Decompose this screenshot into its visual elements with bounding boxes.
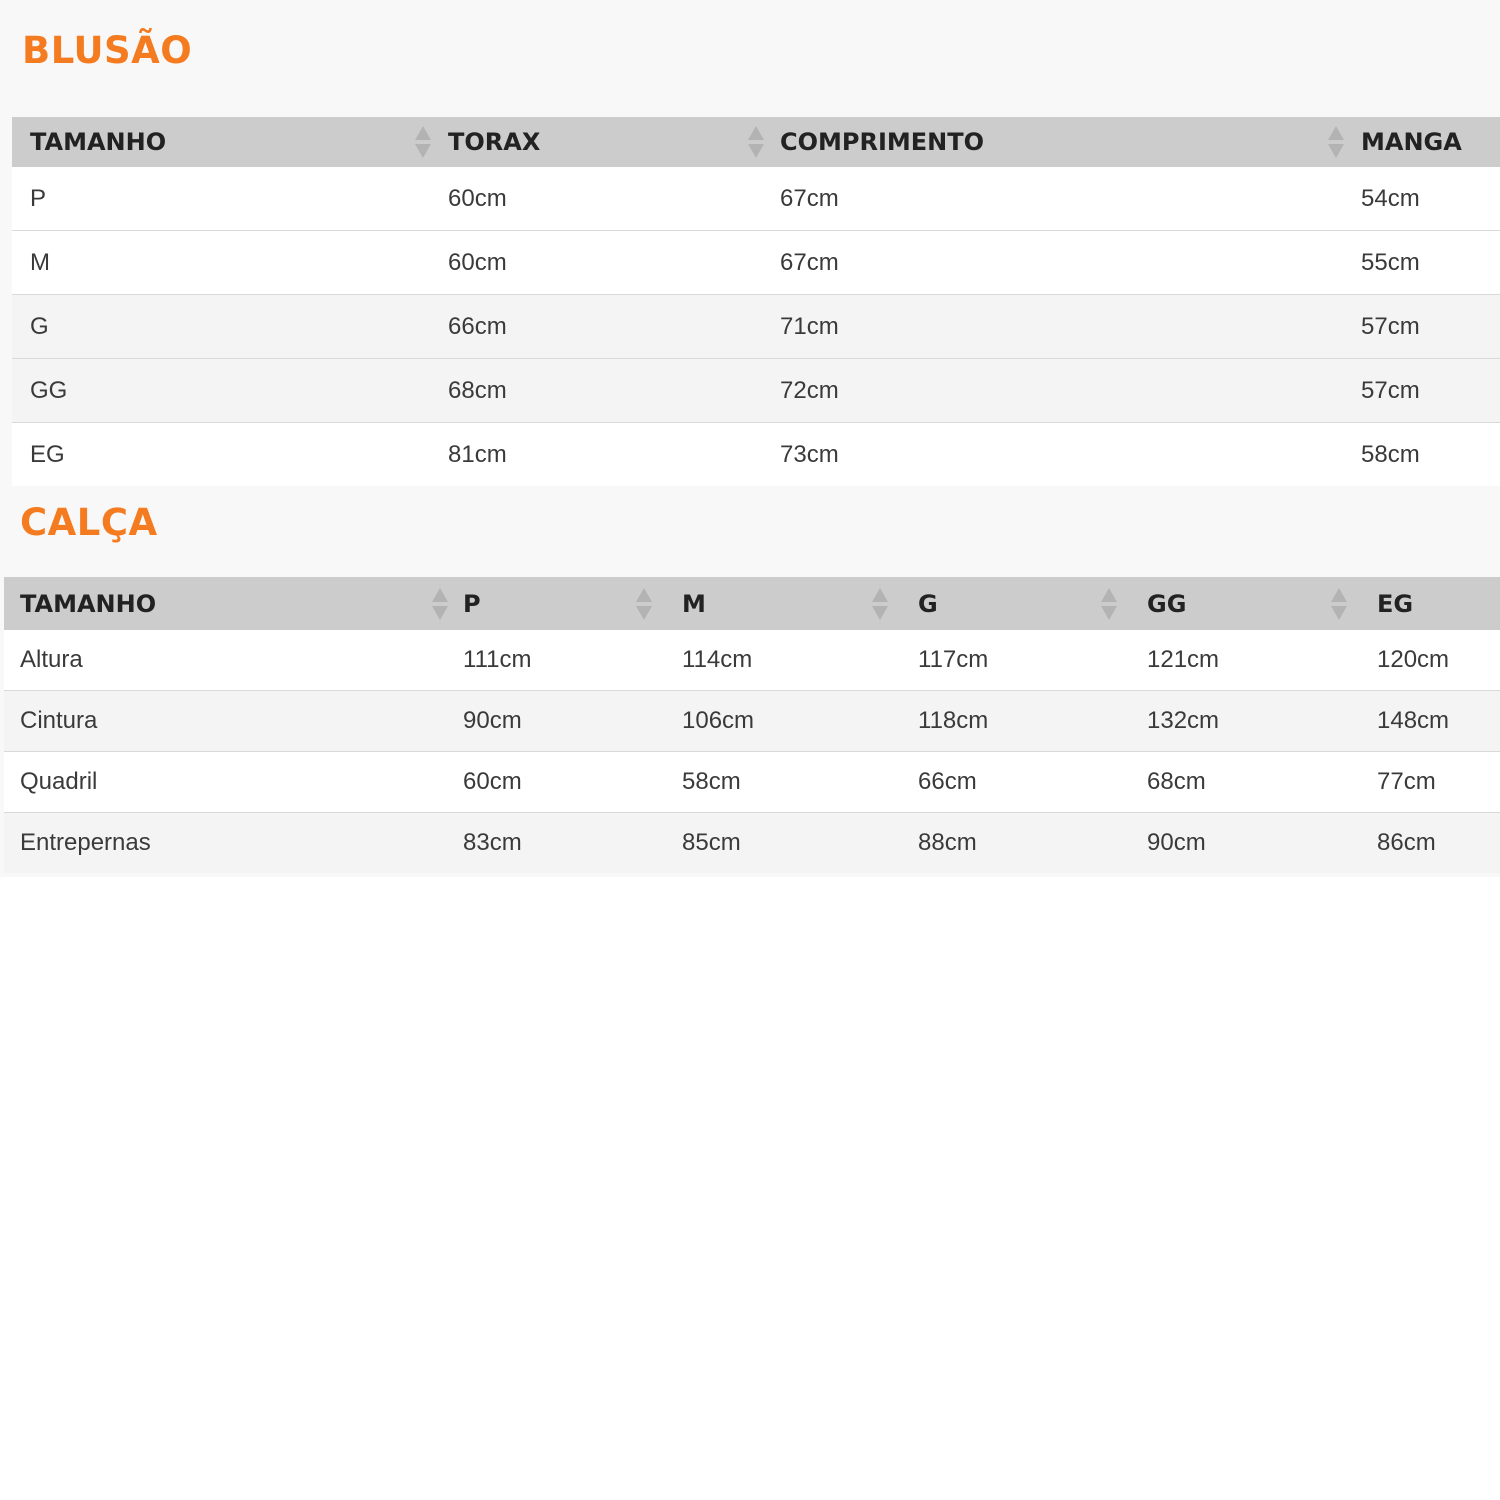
column-header-label: EG [1377, 589, 1414, 618]
measure-label-cell: Entrepernas [4, 813, 463, 874]
calca-section-title: CALÇA [20, 501, 158, 544]
column-header-label: MANGA [1361, 128, 1462, 156]
sort-arrows-icon[interactable] [1327, 124, 1345, 160]
column-header-label: COMPRIMENTO [780, 128, 985, 156]
blusao-size-table [12, 117, 1500, 486]
comprimento-cell: 73cm [779, 423, 1360, 487]
size-gg-cell: 68cm [1147, 752, 1377, 813]
column-header-label: GG [1147, 589, 1187, 618]
torax-cell: 66cm [447, 295, 779, 359]
measure-label-cell: Altura [20, 646, 83, 673]
torax-cell: 60cm [448, 184, 507, 212]
sort-arrows-icon[interactable] [871, 586, 889, 622]
column-header-label: M [682, 589, 706, 618]
size-eg-cell: 120cm [1377, 646, 1450, 673]
column-header-label: G [918, 589, 938, 618]
size-eg-cell: 148cm [1377, 691, 1500, 752]
column-header-eg[interactable] [1377, 577, 1500, 630]
size-m-cell: 114cm [682, 646, 753, 673]
column-header-label: TORAX [448, 128, 541, 156]
size-g-cell: 88cm [918, 813, 1147, 874]
column-header-g[interactable] [918, 577, 1147, 630]
manga-cell: 54cm [1361, 184, 1420, 212]
size-g-cell: 66cm [918, 752, 1147, 813]
size-eg-cell: 86cm [1377, 813, 1500, 874]
size-p-cell: 90cm [463, 691, 682, 752]
table-row [4, 813, 1500, 874]
column-header-tamanho[interactable] [4, 577, 463, 630]
column-header-comprimento[interactable] [779, 117, 1360, 167]
table-row [4, 630, 1500, 691]
size-g-cell: 118cm [918, 691, 1147, 752]
manga-cell: 58cm [1360, 423, 1500, 487]
size-gg-cell: 90cm [1147, 813, 1377, 874]
column-header-p[interactable] [463, 577, 682, 630]
sort-arrows-icon[interactable] [635, 586, 653, 622]
manga-cell: 57cm [1360, 295, 1500, 359]
size-p-cell: 111cm [463, 646, 532, 673]
size-g-cell: 117cm [918, 646, 989, 673]
calca-size-table [4, 577, 1500, 873]
manga-cell: 57cm [1360, 359, 1500, 423]
sort-arrows-icon[interactable] [431, 586, 449, 622]
size-m-cell: 106cm [682, 691, 918, 752]
torax-cell: 60cm [447, 231, 779, 295]
column-header-label: TAMANHO [30, 128, 167, 156]
column-header-label: TAMANHO [20, 589, 157, 618]
torax-cell: 81cm [447, 423, 779, 487]
comprimento-cell: 67cm [780, 184, 839, 212]
size-cell: P [30, 184, 47, 212]
sort-arrows-icon[interactable] [747, 124, 765, 160]
table-row [12, 231, 1500, 295]
column-header-gg[interactable] [1147, 577, 1377, 630]
comprimento-cell: 71cm [779, 295, 1360, 359]
size-p-cell: 60cm [463, 752, 682, 813]
table-header-row [4, 577, 1500, 630]
size-cell: GG [12, 359, 447, 423]
table-row [4, 691, 1500, 752]
sort-arrows-icon[interactable] [414, 124, 432, 160]
size-cell: G [12, 295, 447, 359]
blusao-section-title: BLUSÃO [22, 29, 193, 72]
size-m-cell: 85cm [682, 813, 918, 874]
comprimento-cell: 67cm [779, 231, 1360, 295]
table-row [4, 752, 1500, 813]
table-header-row [12, 117, 1500, 167]
sort-arrows-icon[interactable] [1100, 586, 1118, 622]
measure-label-cell: Cintura [4, 691, 463, 752]
column-header-m[interactable] [682, 577, 918, 630]
manga-cell: 55cm [1360, 231, 1500, 295]
column-header-torax[interactable] [447, 117, 779, 167]
table-row [12, 423, 1500, 487]
sort-arrows-icon[interactable] [1330, 586, 1348, 622]
comprimento-cell: 72cm [779, 359, 1360, 423]
column-header-label: P [463, 589, 481, 618]
size-p-cell: 83cm [463, 813, 682, 874]
size-m-cell: 58cm [682, 752, 918, 813]
size-cell: EG [12, 423, 447, 487]
size-cell: M [12, 231, 447, 295]
measure-label-cell: Quadril [4, 752, 463, 813]
size-gg-cell: 121cm [1147, 646, 1220, 673]
column-header-manga[interactable] [1360, 117, 1500, 167]
torax-cell: 68cm [447, 359, 779, 423]
size-eg-cell: 77cm [1377, 752, 1500, 813]
column-header-tamanho[interactable] [12, 117, 447, 167]
table-row [12, 167, 1500, 231]
table-row [12, 295, 1500, 359]
size-gg-cell: 132cm [1147, 691, 1377, 752]
table-row [12, 359, 1500, 423]
